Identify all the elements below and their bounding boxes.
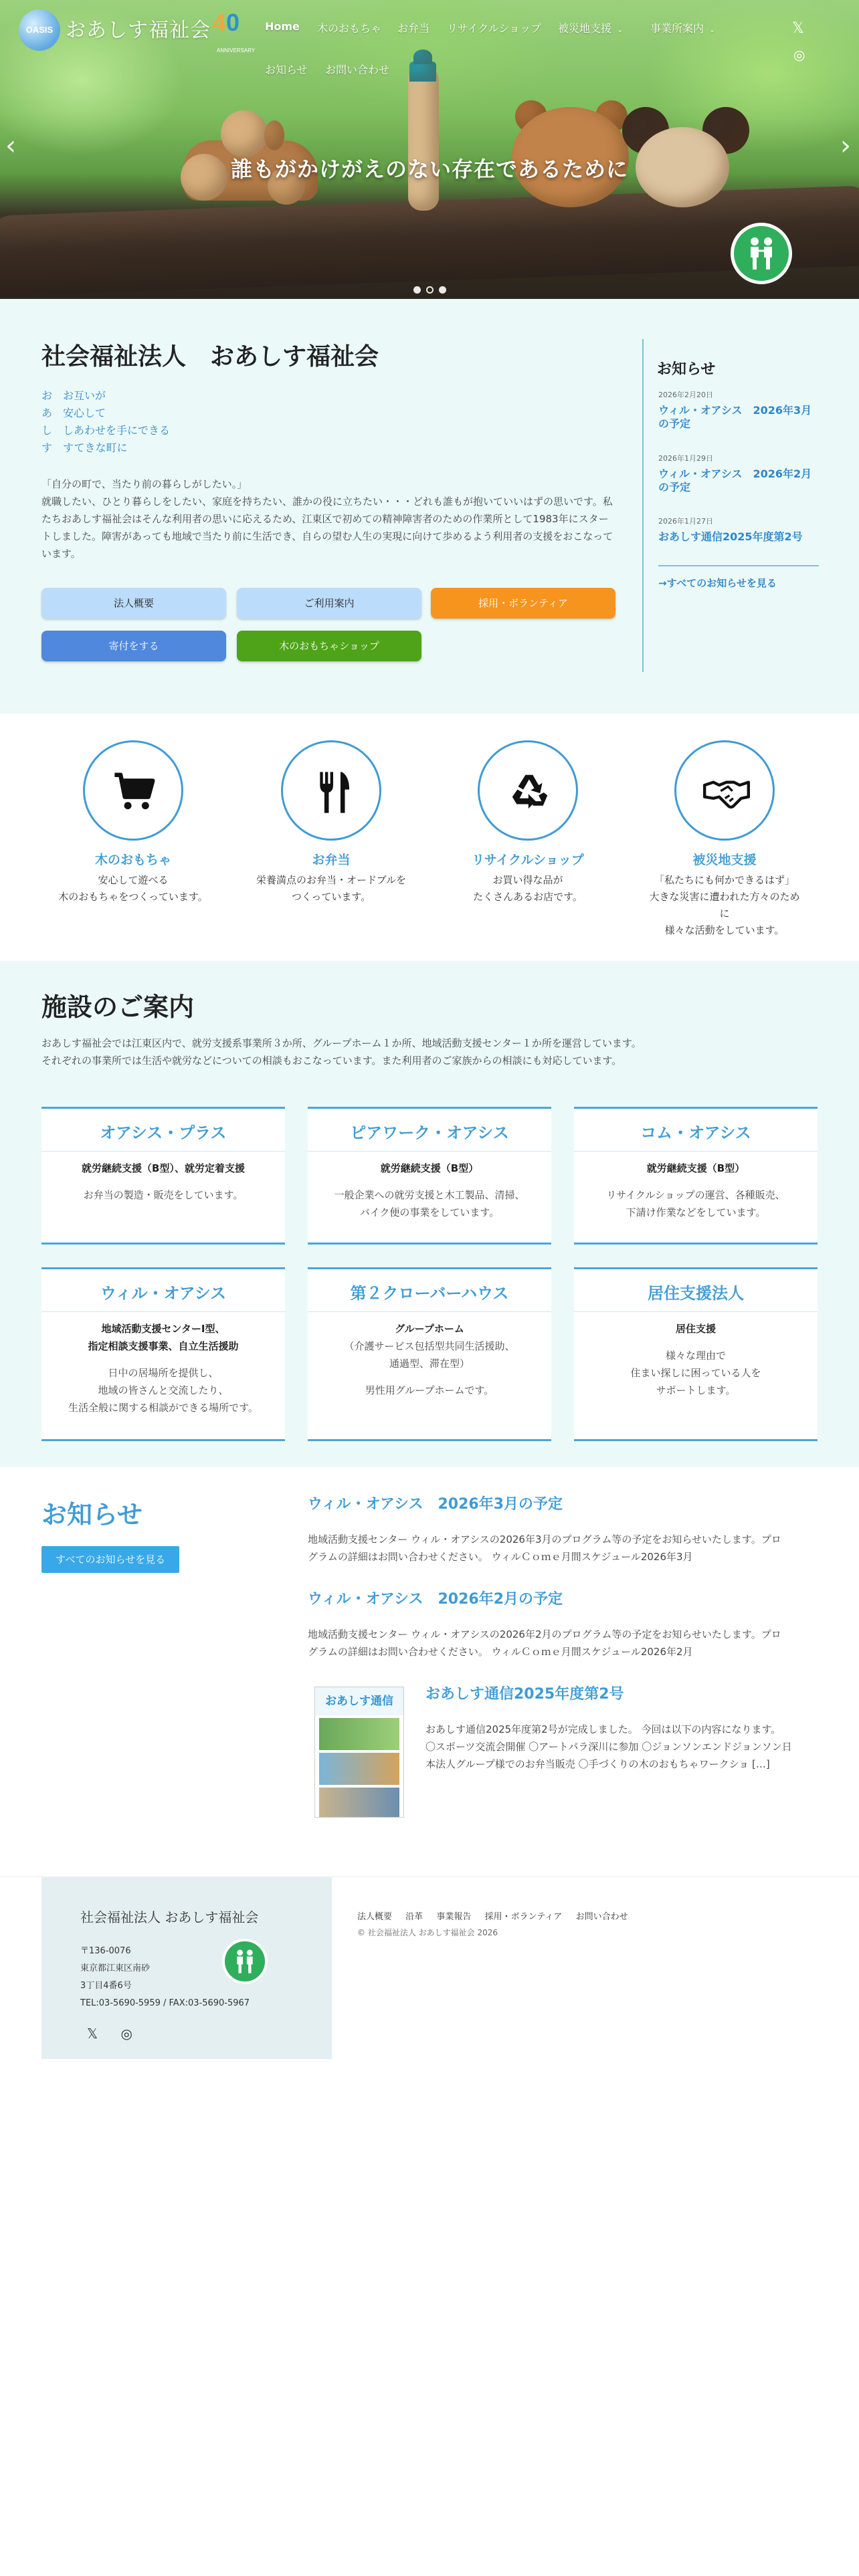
acrostic-motto [41,387,170,457]
news-sidebar-item[interactable] [658,516,819,544]
facility-card[interactable] [574,1267,818,1441]
nav-contact[interactable]: お問い合わせ [325,64,390,76]
footer-link-history[interactable]: 沿革 [405,1912,423,1922]
x-twitter-icon[interactable]: 𝕏 [792,20,804,37]
facilities-section [0,961,859,1467]
footer-social [87,2026,132,2042]
two-people-icon [741,233,781,274]
x-twitter-icon[interactable]: 𝕏 [87,2026,98,2042]
overview-button[interactable]: 法人概要 [41,588,226,619]
hero-prev-arrow-icon[interactable]: ‹ [5,130,16,161]
news-post-title[interactable]: ウィル・オアシス 2026年3月の予定 [308,1496,563,1513]
news-post [308,1588,816,1660]
slider-dots [0,284,859,296]
facility-category: 就労継続支援（B型）、就労定着支援 [82,1162,245,1174]
service-title: 被災地支援 [692,853,757,867]
facility-category: 地域活動支援センターI型、 指定相談支援事業、自立生活援助 [88,1323,239,1352]
nav-news[interactable]: お知らせ [265,64,308,76]
news-title-link[interactable]: ウィル・オアシス 2026年3月の予定 [658,404,812,430]
service-desc: 安心して遊べる 木のおもちゃをつくっています。 [58,874,208,903]
donate-button[interactable]: 寄付をする [41,631,226,661]
thumbnail-photo [319,1788,399,1818]
service-icon-circle [281,740,381,841]
footer-link-report[interactable]: 事業報告 [436,1912,472,1922]
hero-caption: 誰もがかけがえのない存在であるために [230,156,628,182]
news-sidebar [642,339,818,672]
hero-next-arrow-icon[interactable]: › [840,130,851,161]
slider-dot-active[interactable] [426,286,434,294]
anniversary-logo: 40 ANNIVERSARY [213,9,256,53]
slider-dot[interactable] [413,286,421,294]
facility-category: グループホーム [395,1323,464,1335]
footer-org-name: 社会福祉法人 おあしす福祉会 [80,1909,259,1925]
facility-desc: お弁当の製造・販売をしています。 [83,1189,244,1201]
facility-card[interactable] [41,1107,285,1245]
facility-desc: 一般企業への就労支援と木工製品、清掃、 バイク便の事業をしています。 [334,1189,525,1218]
news-post [425,1683,820,1773]
toy-figure [408,67,439,211]
org-title: 社会福祉法人 おあしす福祉会 [41,343,379,370]
utensils-icon [310,769,357,816]
news-title-link[interactable]: ウィル・オアシス 2026年2月の予定 [658,467,812,494]
news-heading: お知らせ [41,1500,142,1529]
footer-copyright: © 社会福祉法人 おあしす福祉会 2026 [357,1928,498,1937]
intro-quote: 「自分の町で、当たり前の暮らしがしたい。」 [41,478,248,490]
service-recycle-shop[interactable] [451,740,605,905]
facility-card[interactable] [574,1107,818,1245]
facilities-intro: おあしす福祉会では江東区内で、就労支援系事業所３か所、グループホーム１か所、地域活動支援センター１か所を運営しています。 それぞれの事業所では生活や就労などについての相談もおこなっています。また利用者のご家族からの相談にも対応しています。 [41,1037,642,1067]
thumbnail-title: おあしす通信 [315,1687,403,1715]
acrostic-line: す すてきな町に [41,441,128,454]
thumbnail-photo [319,1718,399,1750]
facility-desc: 様々な理由で 住まい探しに困っている人を サポートします。 [630,1350,761,1396]
service-icon-circle [83,740,183,841]
intro-body: 就職したい、ひとり暮らしをしたい、家庭を持ちたい、誰かの役に立ちたい・・・どれも誰もが抱いていいはずの思いです。私たちおあしす福祉会はそんな利用者の思いに応えるため、江東区で初めての精神障害者のための作業所として1983年にスタートしました。障害があっても地域で当たり前に生活でき、自らの望む人生の実現に向けて歩めるよう利用者の支援をおこなっています。 [41,496,613,560]
service-icon-circle [674,740,775,841]
service-desc: 「私たちにも何かできるはず」 大きな災害に遭われた方々のために 様々な活動をしています。 [649,874,800,936]
slider-dot[interactable] [439,286,446,294]
nav-wooden-toys[interactable]: 木のおもちゃ [317,22,382,35]
site-title[interactable]: おあしす福祉会 [66,19,211,42]
all-news-button[interactable]: すべてのお知らせを見る [41,1546,179,1573]
news-post-excerpt: 地域活動支援センター ウィル・オアシスの2026年3月のプログラム等の予定をお知らせいたします。プロ グラムの詳細はお問い合わせください。 ウィルＣｏｍｅ月間スケジュール2026年3月 [308,1533,781,1563]
news-date: 2026年1月29日 [658,454,713,463]
news-post-excerpt: 地域活動支援センター ウィル・オアシスの2026年2月のプログラム等の予定をお知らせいたします。プロ グラムの詳細はお問い合わせください。 ウィルＣｏｍｅ月間スケジュール2026年2月 [308,1628,781,1658]
footer-info-box [41,1877,332,2059]
handshake-icon [703,769,750,816]
instagram-icon[interactable]: ◎ [793,47,805,63]
news-sidebar-item[interactable] [658,389,819,431]
facility-card[interactable] [308,1267,551,1441]
service-disaster-support[interactable] [648,740,801,939]
nav-facilities[interactable]: 事業所案内 ⌄ [650,22,716,35]
nav-disaster-support[interactable]: 被災地支援 ⌄ [558,22,624,35]
footer-address: 〒136-0076 東京都江東区南砂 3丁目4番6号 TEL:03-5690-5959 / FAX:03-5690-5967 [80,1946,250,2008]
site-footer [0,1876,859,2576]
facility-category: 就労継続支援（B型） [380,1162,479,1174]
acrostic-line: し しあわせを手にできる [41,424,171,437]
news-post-excerpt: おあしす通信2025年度第2号が完成しました。 今回は以下の内容になります。 〇スポーツ交流会開催 〇アートパラ深川に参加 〇ジョンソンエンドジョンソン日 本法人グループ様でのお弁当販売 〇手づくりの木のおもちゃワークショ […] [425,1723,792,1770]
toy-car-ear [264,120,284,150]
nav-home[interactable]: Home [265,20,300,33]
facility-name[interactable]: オアシス・プラス [100,1123,227,1142]
chevron-down-icon: ⌄ [617,25,624,34]
shopping-cart-icon [112,769,159,816]
intro-text [41,475,617,562]
help-mark-badge-icon [222,1939,268,1984]
nav-recycle-shop[interactable]: リサイクルショップ [447,22,542,35]
recycle-icon [506,769,553,816]
service-icon-circle [478,740,578,841]
news-sidebar-item[interactable] [658,453,819,494]
instagram-icon[interactable]: ◎ [120,2026,132,2042]
service-title: リサイクルショップ [472,853,584,867]
footer-link-contact[interactable]: お問い合わせ [575,1912,628,1922]
acrostic-line: あ 安心して [41,407,106,419]
news-sidebar-heading: お知らせ [657,361,716,378]
facility-desc: 男性用グループホームです。 [365,1384,494,1396]
facility-card[interactable] [41,1267,285,1441]
all-news-link[interactable]: →すべてのお知らせを見る [658,565,819,590]
intro-section [0,299,859,714]
facility-desc: リサイクルショップの運営、各種販売、 下請け作業などをしています。 [606,1189,785,1218]
help-mark-badge-icon [731,223,792,284]
facility-desc: 日中の居場所を提供し、 地域の皆さんと交流したり、 生活全般に関する相談ができる場所です。 [68,1367,258,1414]
newsletter-thumbnail[interactable] [314,1687,404,1818]
toy-shop-button[interactable]: 木のおもちゃショップ [237,631,421,661]
nav-bento[interactable]: お弁当 [397,22,430,35]
news-title-link[interactable]: おあしす通信2025年度第2号 [658,530,803,543]
service-bento[interactable] [254,740,408,905]
news-date: 2026年2月20日 [658,391,713,399]
service-wooden-toys[interactable] [56,740,210,905]
news-post [308,1493,816,1566]
toy-car-head [221,110,268,157]
two-people-icon [230,1947,260,1976]
facilities-heading: 施設のご案内 [41,992,195,1022]
news-section [0,1467,859,1876]
news-date: 2026年1月27日 [658,517,713,526]
hero-slider [0,0,859,299]
usage-guide-button[interactable]: ご利用案内 [237,588,421,619]
footer-link-recruit[interactable]: 採用・ボランティア [484,1912,563,1922]
service-title: お弁当 [312,853,351,867]
facility-name[interactable]: ピアワーク・オアシス [350,1123,509,1142]
service-desc: お買い得な品が たくさんあるお店です。 [473,874,583,903]
recruit-volunteer-button[interactable]: 採用・ボランティア [431,588,615,619]
service-title: 木のおもちゃ [94,853,171,867]
thumbnail-photo [319,1753,399,1785]
facility-card[interactable] [308,1107,551,1245]
footer-link-overview[interactable]: 法人概要 [357,1912,393,1922]
site-logo[interactable]: OASIS [19,9,60,51]
facility-category: 就労継続支援（B型） [646,1162,745,1174]
news-post-title[interactable]: おあしす通信2025年度第2号 [425,1686,624,1703]
facility-name[interactable]: 居住支援法人 [648,1284,744,1303]
service-desc: 栄養満点のお弁当・オードブルを つくっています。 [256,874,406,903]
facility-name[interactable]: コム・オアシス [640,1123,751,1142]
facility-desc-sub: （介護サービス包括型共同生活援助、 通過型、滞在型） [344,1340,515,1370]
footer-links [357,1909,639,1922]
news-post-title[interactable]: ウィル・オアシス 2026年2月の予定 [308,1591,563,1608]
facility-name[interactable]: 第２クローバーハウス [350,1284,509,1303]
acrostic-line: お お互いが [41,389,106,402]
services-section [0,714,859,961]
chevron-down-icon: ⌄ [709,25,716,34]
site-header [0,0,859,87]
facility-category: 居住支援 [675,1323,716,1335]
facility-name[interactable]: ウィル・オアシス [100,1284,227,1303]
